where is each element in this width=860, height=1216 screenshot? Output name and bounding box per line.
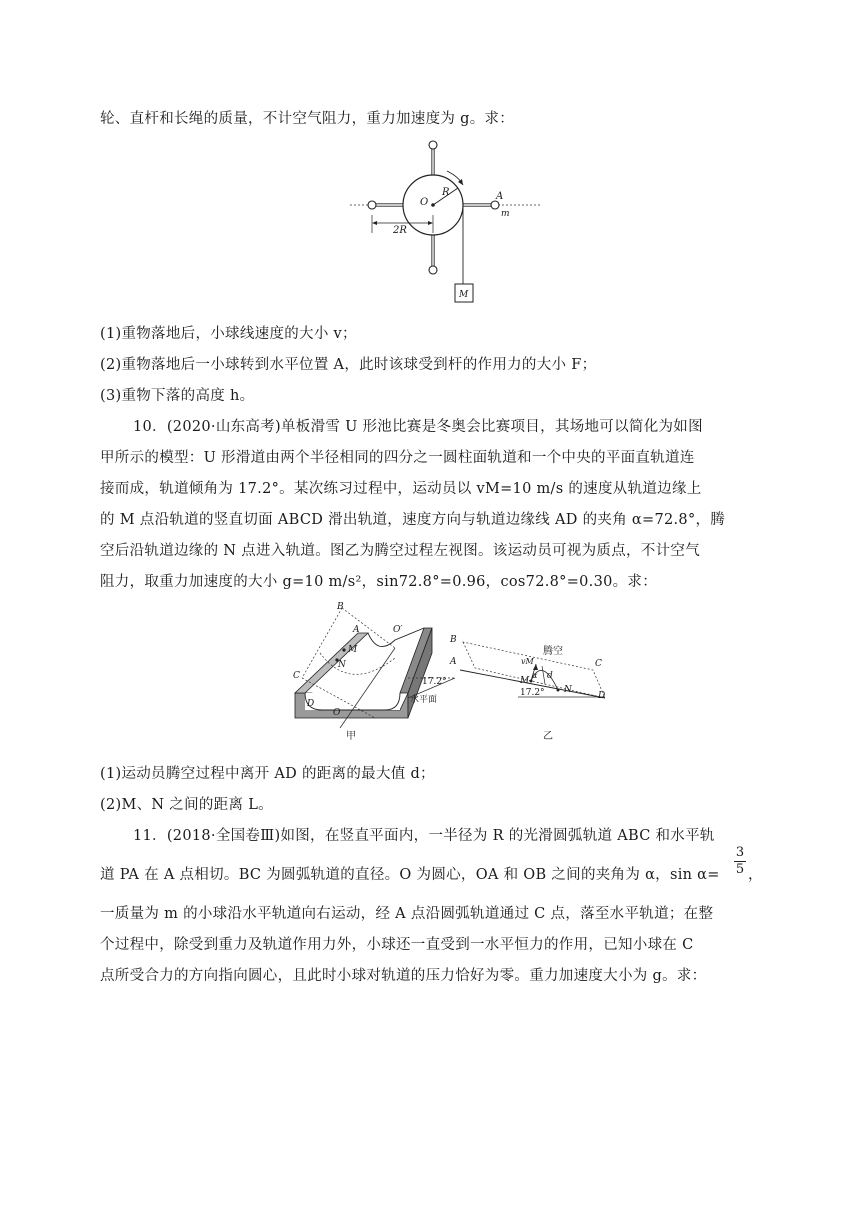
angle-label: 17.2° — [422, 677, 447, 687]
label-M: M — [459, 290, 469, 300]
problem-10-text: 接而成，轨道倾角为 17.2°。某次练习过程中，运动员以 vM=10 m/s 的速度从轨道边缘上 — [100, 481, 702, 497]
problem-10-text: 的 M 点沿轨道的竖直切面 ABCD 滑出轨道，速度方向与轨道边缘线 AD 的夹角 α=72.8°，腾 — [100, 512, 726, 528]
label-D: D — [307, 699, 315, 709]
sub-question: (2)重物落地后一小球转到水平位置 A，此时该球受到杆的作用力的大小 F； — [100, 357, 597, 373]
sub-question: (3)重物下落的高度 h。 — [100, 388, 255, 404]
text-line: 轮、直杆和长绳的质量，不计空气阻力，重力加速度为 g。求： — [100, 111, 515, 127]
fraction-tail: ， — [748, 867, 763, 883]
problem-11-text: 一质量为 m 的小球沿水平轨道向右运动，经 A 点沿圆弧轨道通过 C 点，落至水平轨道；在整 — [100, 906, 714, 922]
fraction — [734, 845, 746, 877]
label-d: d — [547, 671, 553, 681]
label-B: B — [450, 635, 457, 645]
sub-question: (1)重物落地后，小球线速度的大小 v； — [100, 326, 357, 342]
label-N: N — [564, 685, 572, 695]
fraction-denominator: 5 — [735, 862, 745, 877]
problem-11-text: 点所受合力的方向指向圆心，且此时小球对轨道的压力恰好为零。重力加速度大小为 g。求： — [100, 968, 707, 984]
problem-11-text: 个过程中，除受到重力及轨道作用力外，小球还一直受到一水平恒力的作用，已知小球在 C — [100, 937, 694, 953]
problem-10-text: 阻力，取重力加速度的大小 g=10 m/s²，sin72.8°=0.96，cos72.8°=0.30。求： — [100, 574, 658, 590]
label-O-prime: O′ — [393, 625, 403, 635]
label-O: O — [420, 197, 429, 208]
sub-question: (1)运动员腾空过程中离开 AD 的距离的最大值 d； — [100, 766, 435, 782]
label-alpha: α — [532, 671, 538, 680]
label-R: R — [442, 187, 450, 198]
caption-yi: 乙 — [543, 731, 553, 742]
label-M: M — [520, 676, 530, 686]
label-m: m — [501, 209, 510, 219]
problem-10-text: 甲所示的模型：U 形滑道由两个半径相同的四分之一圆柱面轨道和一个中央的平面直轨道连 — [100, 450, 695, 466]
problem-10-text: 空后沿轨道边缘的 N 点进入轨道。图乙为腾空过程左视图。该运动员可视为质点，不计空气 — [100, 543, 701, 559]
figure-yi — [449, 635, 605, 742]
label-B: B — [337, 602, 344, 612]
label-2R: 2R — [393, 225, 407, 236]
label-A: A — [496, 191, 504, 202]
label-D: D — [598, 691, 606, 701]
label-N: N — [338, 660, 346, 670]
label-O: O — [333, 708, 341, 718]
figure-jia — [293, 602, 455, 742]
fraction-numerator: 3 — [735, 845, 745, 860]
problem-11-text: 道 PA 在 A 点相切。BC 为圆弧轨道的直径。O 为圆心，OA 和 OB 之间的夹角为 α，sin α= — [100, 867, 720, 883]
label-C: C — [595, 659, 602, 669]
caption-jia: 甲 — [346, 731, 356, 742]
label-M: M — [348, 645, 358, 655]
label-vM: vM — [521, 657, 534, 666]
ground-label: 水平面 — [410, 695, 438, 705]
problem-11-text: 11．(2018·全国卷Ⅲ)如图，在竖直平面内，一半径为 R 的光滑圆弧轨道 ABC 和水平轨 — [133, 828, 715, 844]
wheel-figure — [345, 135, 545, 315]
u-pipe-figure — [280, 598, 620, 748]
sub-question: (2)M、N 之间的距离 L。 — [100, 797, 273, 813]
label-C: C — [293, 671, 300, 681]
label-fly: 腾空 — [543, 646, 563, 657]
label-A: A — [353, 625, 360, 635]
label-A: A — [450, 657, 457, 667]
angle-label: 17.2° — [520, 688, 545, 698]
problem-10-text: 10．(2020·山东高考)单板滑雪 U 形池比赛是冬奥会比赛项目，其场地可以简化为如图 — [133, 419, 703, 435]
